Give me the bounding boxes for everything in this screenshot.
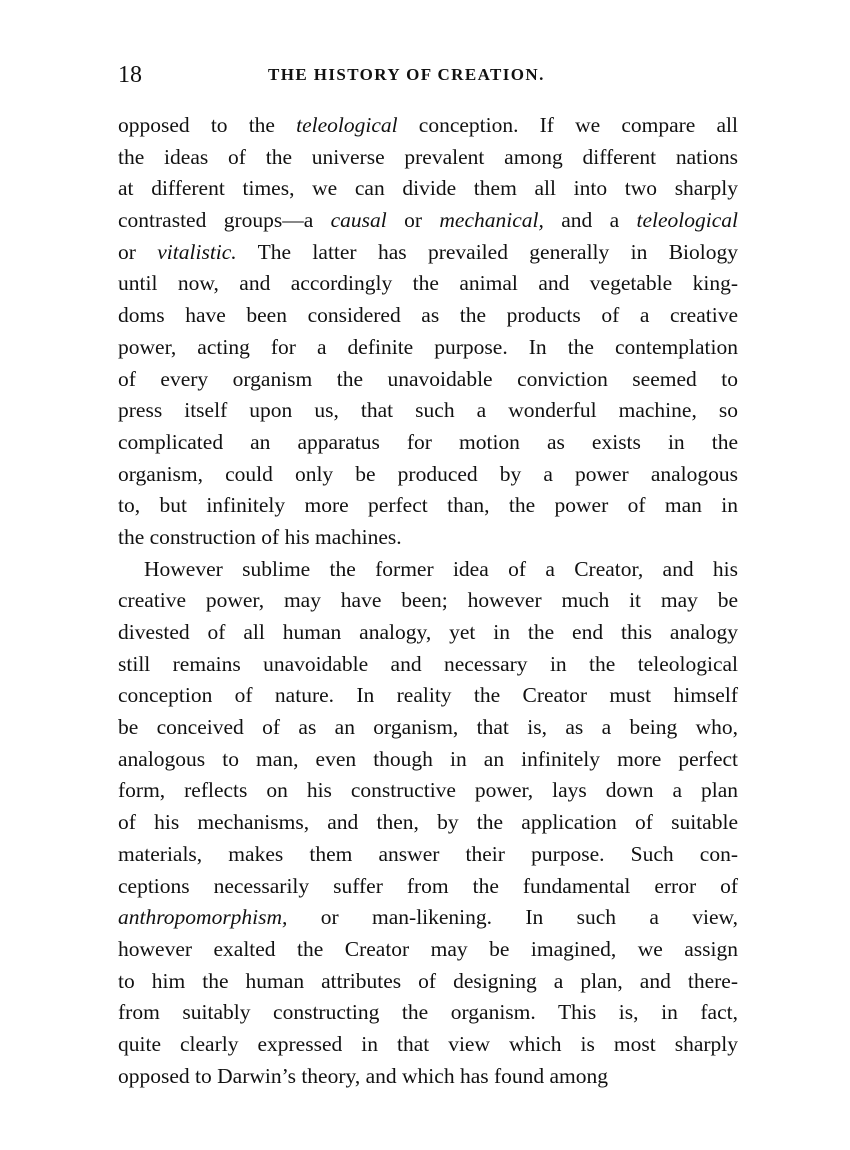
text-line xyxy=(118,997,738,1029)
text-run: to him the human attributes of designing a plan, and there- xyxy=(118,968,738,993)
paragraph xyxy=(118,554,738,1093)
text-run: complicated an apparatus for motion as exists in the xyxy=(118,429,738,454)
text-line xyxy=(118,205,738,237)
text-run: power, acting for a definite purpose. In the contemplation xyxy=(118,334,738,359)
text-line xyxy=(118,490,738,522)
text-run: creative power, may have been; however much it may be xyxy=(118,588,738,613)
text-line xyxy=(118,1061,738,1093)
text-run: opposed to Darwin’s theory, and which has found among xyxy=(118,1063,609,1088)
text-line xyxy=(118,237,738,269)
text-run: press itself upon us, that such a wonderful machine, so xyxy=(118,398,738,423)
text-line xyxy=(118,617,738,649)
text-line xyxy=(118,268,738,300)
text-run: still remains unavoidable and necessary in the teleological xyxy=(118,651,738,676)
text-line xyxy=(118,902,738,934)
text-run: of every organism the unavoidable conviction seemed to xyxy=(118,366,738,391)
text-line xyxy=(118,427,738,459)
text-run: be conceived of as an organism, that is, as a being who, xyxy=(118,715,738,740)
text-line xyxy=(118,649,738,681)
text-line xyxy=(118,332,738,364)
italic-text: anthropomorphism, xyxy=(118,905,288,930)
text-run: or man-likening. In such a view, xyxy=(287,905,738,930)
text-run: from suitably constructing the organism. This is, in fact, xyxy=(118,1000,738,1025)
paragraph xyxy=(118,110,738,554)
italic-text: mechanical, xyxy=(439,208,544,233)
text-run: and a xyxy=(543,208,637,233)
text-line xyxy=(118,712,738,744)
text-line xyxy=(118,173,738,205)
text-line xyxy=(118,744,738,776)
text-line xyxy=(118,1029,738,1061)
text-line xyxy=(118,554,738,586)
text-run: until now, and accordingly the animal and vegetable king- xyxy=(118,271,738,296)
text-run: of his mechanisms, and then, by the application of suitable xyxy=(118,810,738,835)
text-run: materials, makes them answer their purpose. Such con- xyxy=(118,841,738,866)
running-title: THE HISTORY OF CREATION. xyxy=(268,65,545,84)
text-run: analogous to man, even though in an infinitely more perfect xyxy=(118,746,738,771)
text-run: However sublime the former idea of a Creator, and his xyxy=(144,556,738,581)
text-line xyxy=(118,934,738,966)
text-line xyxy=(118,775,738,807)
text-line xyxy=(118,110,738,142)
text-line xyxy=(118,459,738,491)
text-run: however exalted the Creator may be imagined, we assign xyxy=(118,936,738,961)
text-line xyxy=(118,142,738,174)
italic-text: vitalistic. xyxy=(157,239,237,264)
body-text xyxy=(118,110,738,1092)
text-run: opposed to the xyxy=(118,113,297,137)
text-run: at different times, we can divide them all into two sharply xyxy=(118,176,738,201)
italic-text: causal xyxy=(330,208,387,233)
page-header xyxy=(118,62,738,90)
page-number: 18 xyxy=(118,62,142,88)
text-run: the construction of his machines. xyxy=(118,524,402,549)
text-run: the ideas of the universe prevalent among different nations xyxy=(118,144,738,169)
text-run: form, reflects on his constructive power, lays down a plan xyxy=(118,778,738,803)
text-run: or xyxy=(386,208,440,233)
text-run: conception of nature. In reality the Creator must himself xyxy=(118,683,738,708)
text-line xyxy=(118,585,738,617)
text-run: The latter has prevailed generally in Biology xyxy=(236,239,738,264)
italic-text: teleological xyxy=(296,113,398,137)
text-run: quite clearly expressed in that view which is most sharply xyxy=(118,1031,738,1056)
text-line xyxy=(118,364,738,396)
text-line xyxy=(118,871,738,903)
text-run: organism, could only be produced by a power analogous xyxy=(118,461,738,486)
text-run: doms have been considered as the products of a creative xyxy=(118,303,738,328)
text-line xyxy=(118,522,738,554)
text-run: ceptions necessarily suffer from the fundamental error of xyxy=(118,873,738,898)
text-line xyxy=(118,680,738,712)
text-line xyxy=(118,966,738,998)
text-run: contrasted groups—a xyxy=(118,208,331,233)
italic-text: teleological xyxy=(636,208,738,233)
text-run: conception. If we compare all xyxy=(397,113,738,137)
text-line xyxy=(118,395,738,427)
text-run: or xyxy=(118,239,158,264)
text-line xyxy=(118,300,738,332)
text-line xyxy=(118,839,738,871)
text-run: to, but infinitely more perfect than, the power of man in xyxy=(118,493,738,518)
text-line xyxy=(118,807,738,839)
text-run: divested of all human analogy, yet in the end this analogy xyxy=(118,620,738,644)
